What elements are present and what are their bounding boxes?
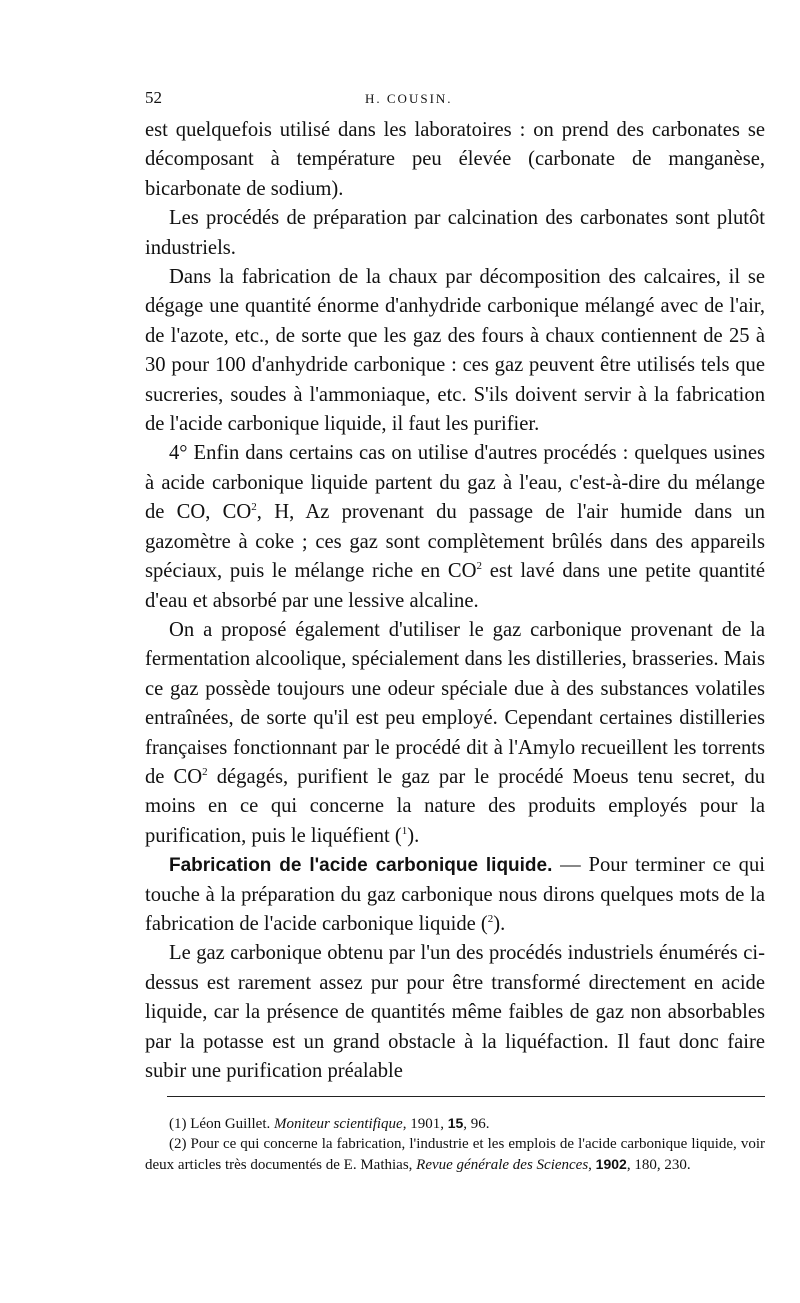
superscript: 2	[476, 560, 483, 573]
footnotes	[145, 1113, 765, 1175]
footnote-text: , 180, 230.	[626, 1157, 691, 1174]
paragraph-6	[145, 851, 765, 939]
page	[145, 88, 765, 1175]
footnote-ref-1[interactable]: 1	[401, 824, 408, 837]
footnote-author: Léon Guillet.	[186, 1116, 274, 1133]
paragraph-7: Le gaz carbonique obtenu par l'un des procédés industriels énumérés ci-dessus est rarement assez pur pour être transformé directement en acide liquide, car la présence de quantités même faibles de gaz non absorbables par la potasse est un grand obstacle à la liquéfaction. Il faut donc faire subir une purification préalable	[145, 942, 765, 1082]
footnote-2	[145, 1134, 765, 1175]
footnote-year: 1902	[595, 1156, 627, 1173]
footnote-journal: Moniteur scientifique	[273, 1116, 403, 1133]
paragraph-4	[145, 439, 765, 615]
paragraph-5-text-a: On a proposé également d'utiliser le gaz carbonique provenant de la fermentation alcoolique, spécialement dans les distilleries, brasseries. Mais ce gaz possède toujours une odeur spéciale due à des substances volatiles entraînées, de sorte qu'il est peu employé. Cependant certaines distilleries françaises fonctionnant par le procédé dit à l'Amylo recueillent les torrents de CO	[145, 618, 765, 788]
footnote-text: ,	[588, 1157, 596, 1174]
paragraph-6-text-b: ).	[493, 912, 506, 935]
footnote-divider	[167, 1096, 765, 1097]
footnote-text: , 1901,	[402, 1116, 448, 1133]
footnote-text: , 96.	[463, 1116, 490, 1133]
footnote-1	[145, 1113, 765, 1134]
superscript: 2	[202, 766, 208, 779]
footnote-mark: (1)	[169, 1116, 187, 1133]
footnote-journal: Revue générale des Sciences	[416, 1157, 589, 1174]
paragraph-1: est quelquefois utilisé dans les laboratoires : on prend des carbonates se décomposant à température peu élevée (carbonate de manganèse, bicarbonate de sodium).	[145, 119, 765, 200]
paragraph-3: Dans la fabrication de la chaux par décomposition des calcaires, il se dégage une quantité énorme d'anhydride carbonique mélangé avec de l'air, de l'azote, etc., de sorte que les gaz des fours à chaux contiennent de 25 à 30 pour 100 d'anhydride carbonique : ces gaz peuvent être utilisés tels que sucreries, soudes à l'ammoniaque, etc. S'ils doivent servir à la fabrication de l'acide carbonique liquide, il faut les purifier.	[145, 266, 765, 436]
footnote-volume: 15	[447, 1115, 464, 1132]
paragraph-2: Les procédés de préparation par calcination des carbonates sont plutôt industriels.	[145, 207, 765, 259]
superscript: 2	[251, 501, 257, 514]
section-heading: Fabrication de l'acide carbonique liquide.	[169, 855, 553, 877]
paragraph-5	[145, 616, 765, 851]
paragraph-4-text-a: 4° Enfin dans certains cas on utilise d'autres procédés : quelques usines à acide carbonique liquide partent du gaz à l'eau, c'est-à-dire du mélange de CO, CO	[145, 442, 765, 524]
paragraph-6-text-a: — Pour terminer ce qui touche à la préparation du gaz carbonique nous dirons quelques mots de la fabrication de l'acide carbonique liquide (	[145, 854, 765, 935]
page-number: 52	[145, 88, 162, 107]
paragraph-4-text-c: est lavé dans une petite quantité d'eau et absorbé par une lessive alcaline.	[145, 560, 765, 612]
footnote-ref-2[interactable]: 2	[487, 913, 494, 926]
paragraph-5-text-b: dégagés, purifient le gaz par le procédé Moeus tenu secret, du moins en ce qui concerne la nature des produits employés pour la purification, puis le liquéfient (	[145, 765, 765, 847]
paragraph-5-text-c: ).	[407, 824, 420, 847]
paragraph-4-text-b: , H, Az provenant du passage de l'air humide dans un gazomètre à coke ; ces gaz sont complètement brûlés dans des appareils spéciaux, puis le mélange riche en CO	[145, 501, 765, 583]
footnote-text: Pour ce qui concerne la fabrication, l'industrie et les emplois de l'acide carbonique liquide, voir deux articles très documentés de E. Mathias,	[145, 1136, 765, 1174]
footnote-mark: (2)	[169, 1136, 187, 1153]
page-header	[145, 88, 765, 112]
running-head: H. COUSIN.	[365, 91, 453, 106]
